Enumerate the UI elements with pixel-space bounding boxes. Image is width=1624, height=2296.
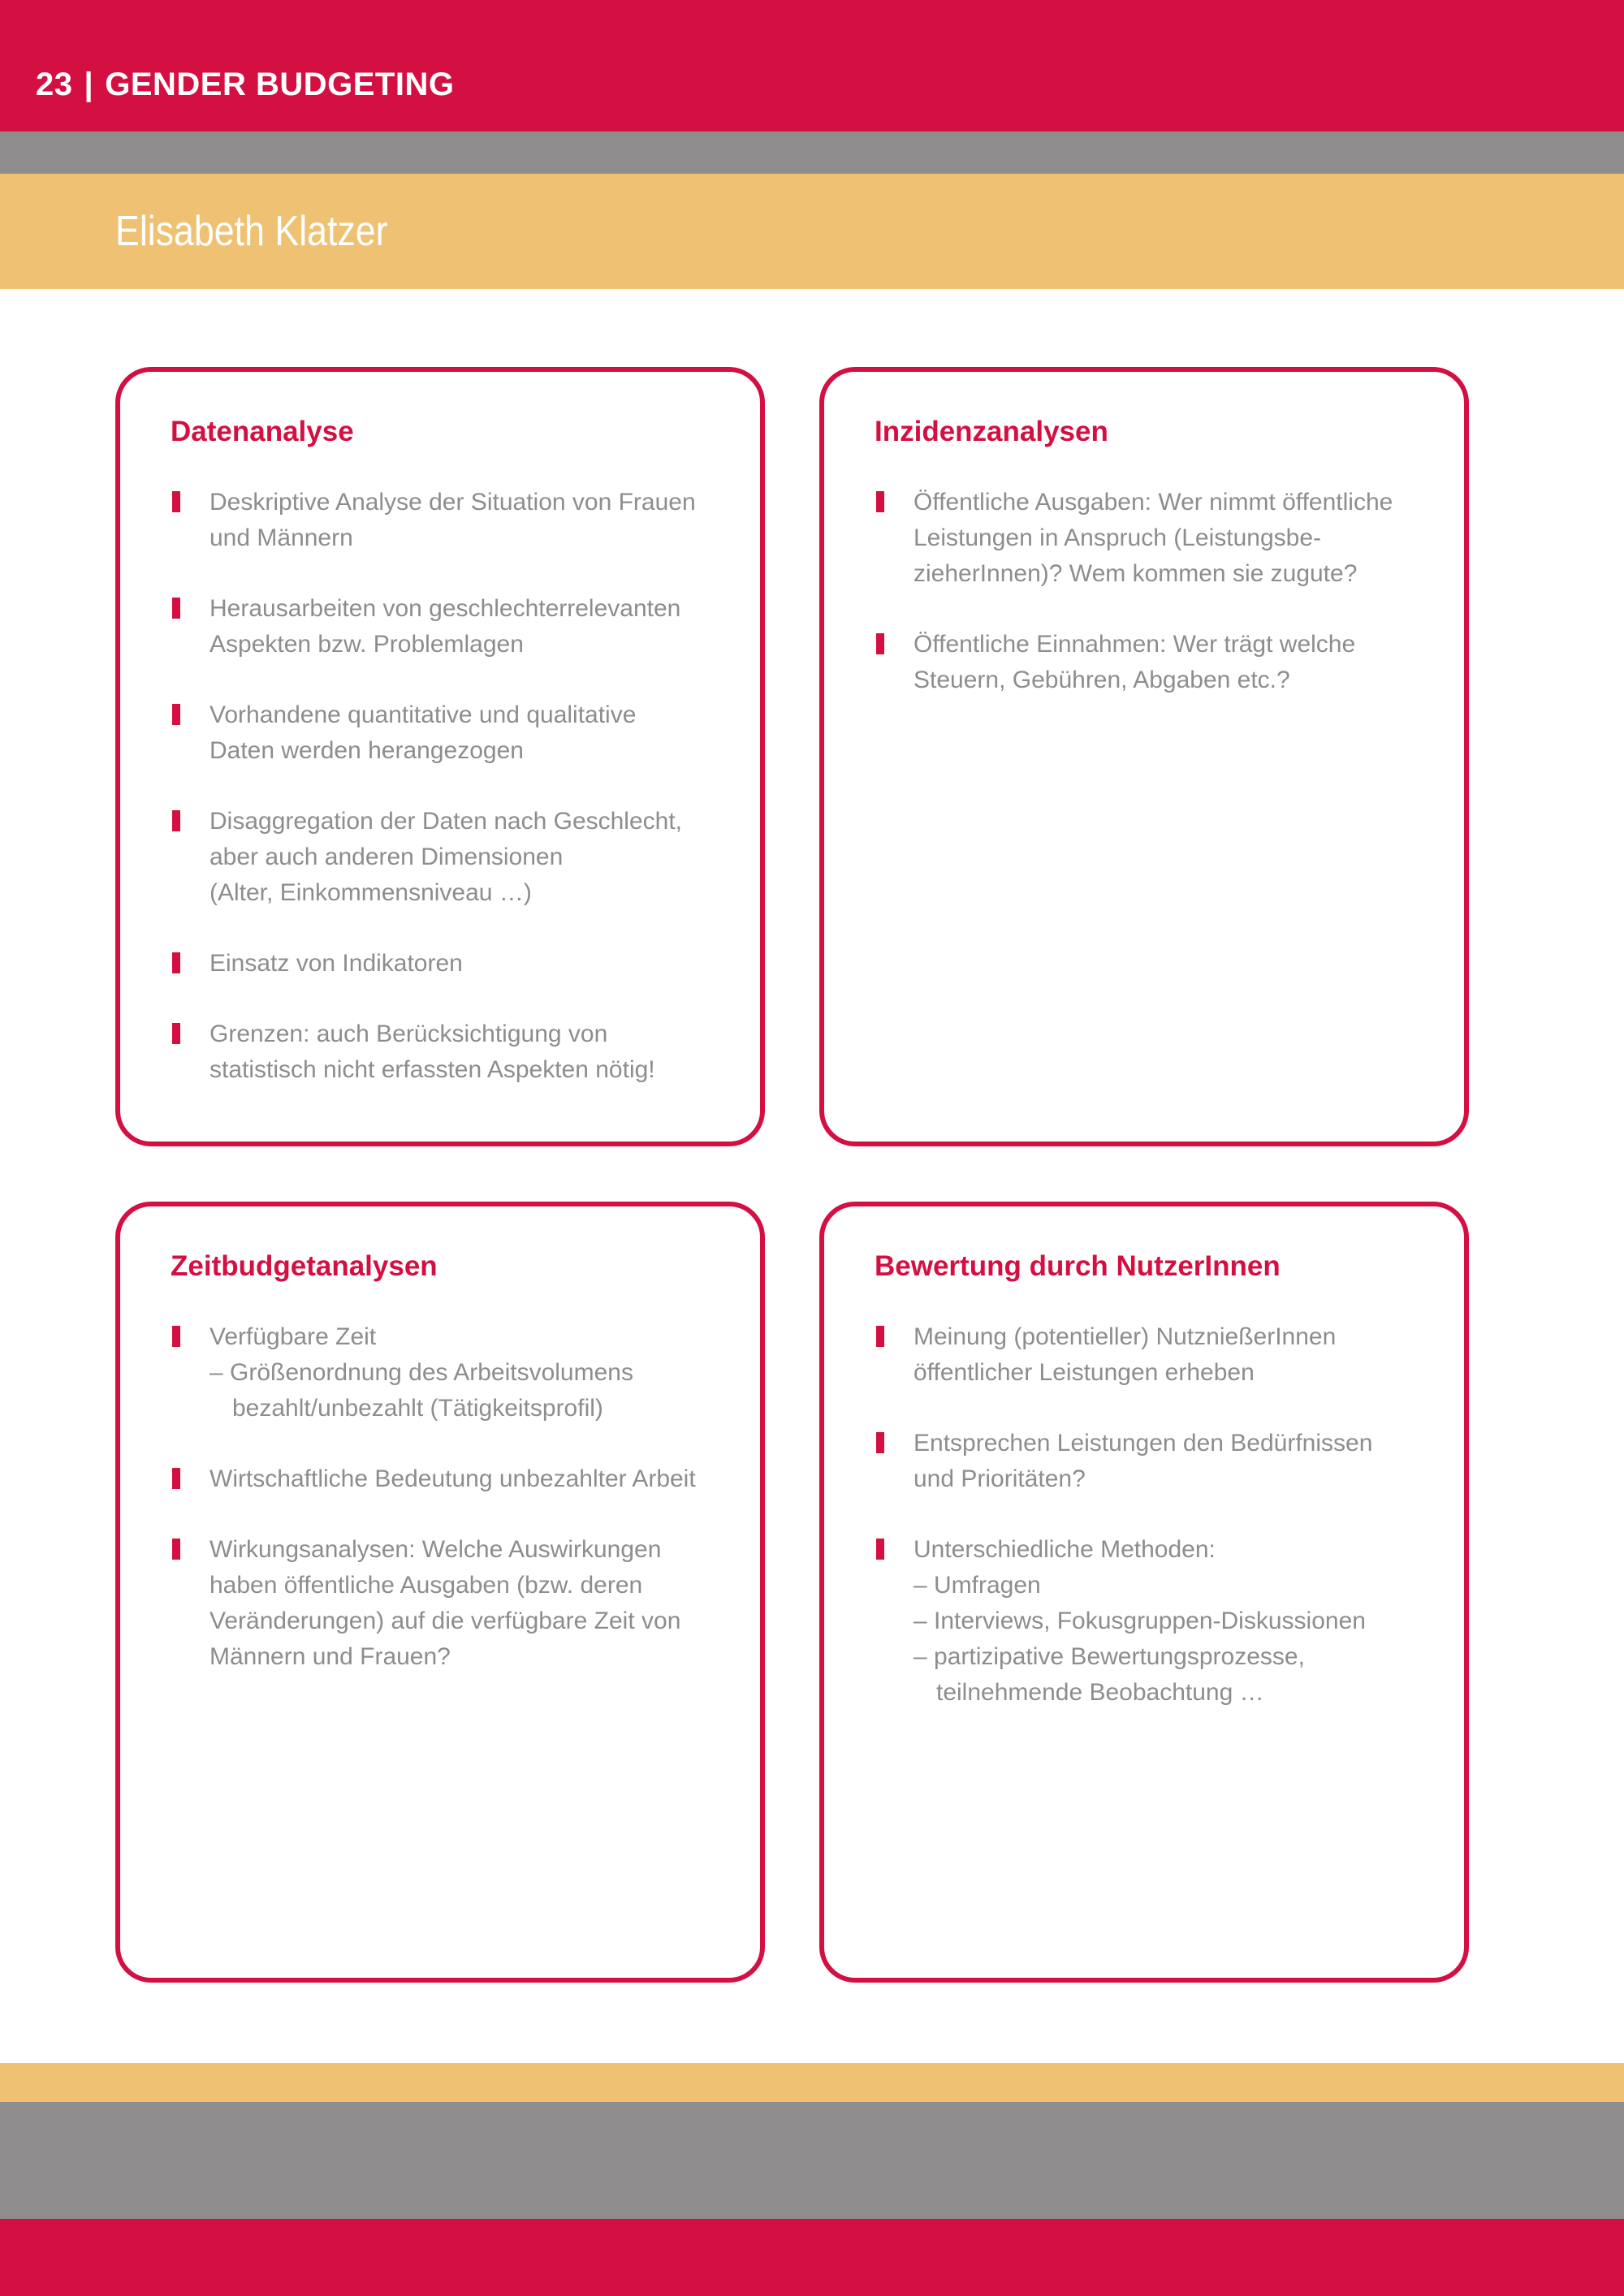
list-item — [171, 697, 729, 769]
page-number: 23 — [36, 67, 73, 102]
bullet-marker-icon — [172, 1023, 180, 1044]
bullet-marker-icon — [876, 1432, 884, 1453]
bullet-list — [875, 485, 1464, 698]
item-line: Aspekten bzw. Problemlagen — [209, 631, 524, 658]
list-item — [875, 1319, 1433, 1391]
item-sub-line: teilnehmende Beobachtung … — [936, 1679, 1264, 1706]
item-line: Meinung (potentieller) NutznießerInnen — [914, 1323, 1337, 1350]
item-line: Disaggregation der Daten nach Geschlecht, — [209, 808, 683, 835]
item-line: Steuern, Gebühren, Abgaben etc.? — [914, 667, 1290, 693]
card-title: Zeitbudgetanalysen — [171, 1250, 438, 1282]
author-name: Elisabeth Klatzer — [115, 208, 388, 255]
list-item — [171, 1016, 729, 1088]
footer-band-gold — [0, 2063, 1624, 2102]
card-zeitbudgetanalysen — [115, 1202, 765, 1983]
list-item — [875, 1426, 1433, 1497]
bullet-marker-icon — [876, 491, 884, 512]
bullet-marker-icon — [876, 633, 884, 654]
bullet-marker-icon — [172, 952, 180, 973]
footer-band-gray — [0, 2102, 1624, 2219]
item-line: Wirtschaftliche Bedeutung unbezahlter Arbeit — [209, 1465, 696, 1492]
item-line: haben öffentliche Ausgaben (bzw. deren — [209, 1572, 643, 1599]
bullet-marker-icon — [172, 1326, 180, 1347]
card-bewertung-nutzerinnen — [819, 1202, 1469, 1983]
card-title: Datenanalyse — [171, 416, 354, 447]
item-line: und Männern — [209, 524, 353, 551]
list-item — [171, 946, 729, 982]
footer-band-red — [0, 2219, 1624, 2296]
card-title: Bewertung durch NutzerInnen — [875, 1250, 1281, 1282]
item-sub-line: – partizipative Bewertungsprozesse, — [914, 1643, 1305, 1670]
item-line: Veränderungen) auf die verfügbare Zeit von — [209, 1608, 681, 1634]
bullet-list — [171, 1319, 760, 1675]
list-item — [171, 591, 729, 662]
list-item — [171, 1319, 729, 1426]
item-sub-line: – Umfragen — [914, 1572, 1041, 1599]
bullet-marker-icon — [876, 1326, 884, 1347]
item-line: zieherInnen)? Wem kommen sie zugute? — [914, 560, 1358, 587]
list-item — [171, 485, 729, 556]
list-item — [171, 1532, 729, 1675]
item-line: und Prioritäten? — [914, 1465, 1086, 1492]
bullet-marker-icon — [172, 598, 180, 619]
card-inzidenzanalysen — [819, 367, 1469, 1146]
bullet-marker-icon — [172, 1468, 180, 1489]
item-line: Öffentliche Ausgaben: Wer nimmt öffentliche — [914, 489, 1393, 516]
list-item — [875, 485, 1433, 592]
bullet-marker-icon — [172, 1539, 180, 1560]
card-title: Inzidenzanalysen — [875, 416, 1108, 447]
item-line: (Alter, Einkommensniveau …) — [209, 879, 532, 906]
item-line: Vorhandene quantitative und qualitative — [209, 701, 637, 728]
item-line: Verfügbare Zeit — [209, 1323, 377, 1350]
card-datenanalyse — [115, 367, 765, 1146]
bullet-marker-icon — [876, 1539, 884, 1560]
page-title: GENDER BUDGETING — [105, 67, 455, 102]
item-line: Entsprechen Leistungen den Bedürfnissen — [914, 1430, 1373, 1457]
bullet-marker-icon — [172, 491, 180, 512]
item-line: Unterschiedliche Methoden: — [914, 1536, 1216, 1563]
item-sub-line: – Größenordnung des Arbeitsvolumens — [209, 1359, 633, 1386]
item-line: Grenzen: auch Berücksichtigung von — [209, 1021, 608, 1047]
item-line: Männern und Frauen? — [209, 1643, 451, 1670]
header-separator: | — [84, 67, 94, 102]
list-item — [171, 1461, 729, 1497]
bullet-marker-icon — [172, 810, 180, 831]
item-line: Daten werden herangezogen — [209, 737, 524, 764]
bullet-list — [171, 485, 760, 1088]
list-item — [875, 1532, 1433, 1711]
list-item — [875, 627, 1433, 698]
bullet-list — [875, 1319, 1464, 1711]
item-line: öffentlicher Leistungen erheben — [914, 1359, 1255, 1386]
item-line: statistisch nicht erfassten Aspekten nötig! — [209, 1056, 655, 1083]
list-item — [171, 804, 729, 911]
item-line: Wirkungsanalysen: Welche Auswirkungen — [209, 1536, 662, 1563]
item-sub-line: bezahlt/unbezahlt (Tätigkeitsprofil) — [232, 1395, 603, 1422]
bullet-marker-icon — [172, 704, 180, 725]
item-line: Herausarbeiten von geschlechterrelevanten — [209, 595, 681, 622]
page-header — [36, 0, 1254, 169]
item-line: aber auch anderen Dimensionen — [209, 844, 564, 870]
item-line: Einsatz von Indikatoren — [209, 950, 463, 977]
item-line: Öffentliche Einnahmen: Wer trägt welche — [914, 631, 1356, 658]
item-sub-line: – Interviews, Fokusgruppen-Diskussionen — [914, 1608, 1366, 1634]
item-line: Deskriptive Analyse der Situation von Frauen — [209, 489, 696, 516]
item-line: Leistungen in Anspruch (Leistungsbe- — [914, 524, 1322, 551]
